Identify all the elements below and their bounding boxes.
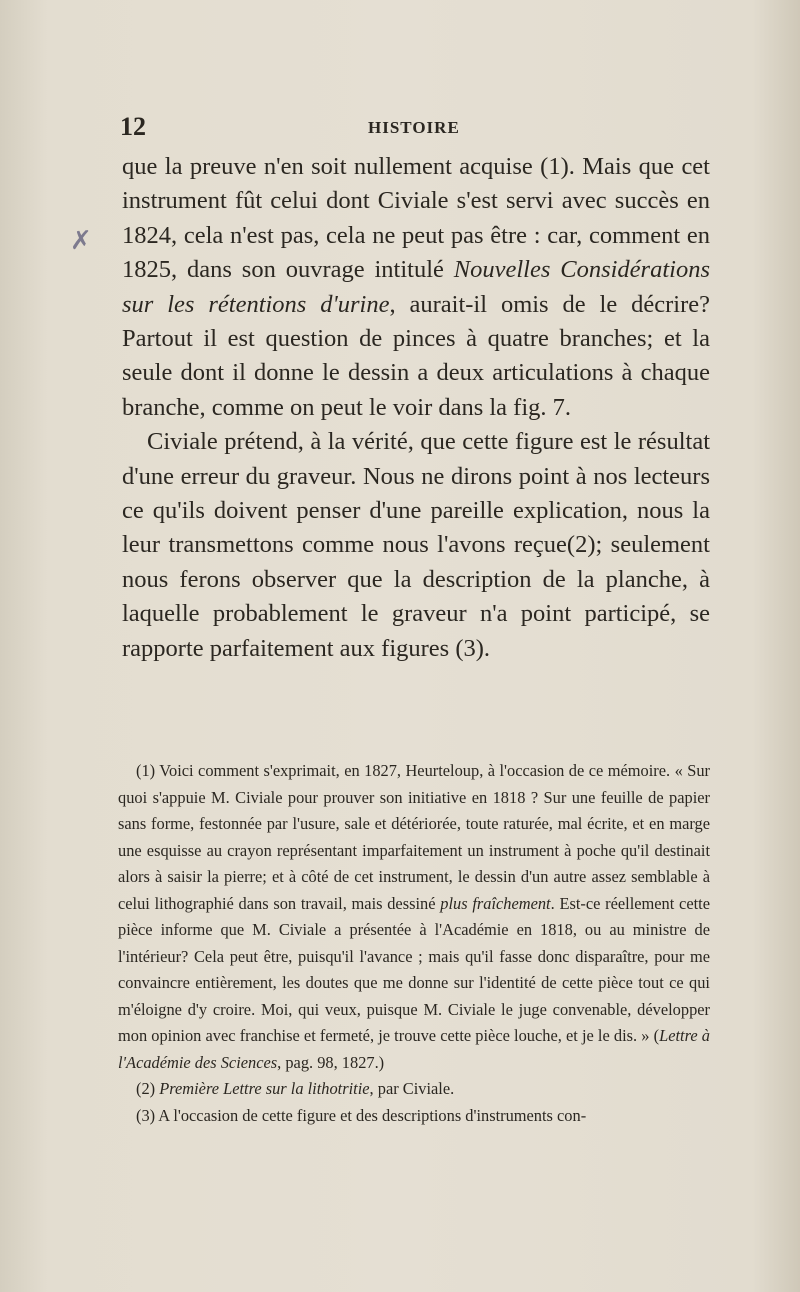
- footnote-2: [118, 1076, 710, 1103]
- page-number: 12: [120, 112, 146, 141]
- footnote-1-text-b: . Est-ce réellement cette pièce informe que M. Civiale a présentée à l'Académie en 1818, ou au ministre de l'intérieur? Cela peut être, puisqu'il l'avance ; mais qu'il fasse donc disparaître, pour me convaincre entièrement, les doutes que me donne sur l'identité de cette pièce tout ce qui m'éloigne d'y croire. Moi, qui veux, puisque M. Civiale le juge convenable, développer mon opinion avec franchise et fermeté, je trouve cette pièce louche, et je le dis. » (: [118, 893, 710, 1045]
- cited-work-title: Nouvelles Considérations sur les rétentions d'urine: [122, 256, 710, 318]
- footnote-1: [118, 758, 710, 1076]
- footnote-1-source: Lettre à l'Académie des Sciences: [118, 1026, 711, 1072]
- footnote-2-title: Première Lettre sur la lithotritie: [159, 1079, 370, 1098]
- footnote-2-text: , par Civiale.: [369, 1079, 455, 1098]
- main-text: [122, 150, 710, 666]
- paragraph-1: [122, 150, 710, 425]
- margin-cross-mark: ✗: [70, 226, 92, 256]
- paragraph-1-text-b: , aurait-il omis de le décrire? Partout il est question de pinces à quatre branches; et la seule dont il donne le dessin a deux articulations à chaque branche, comme on peut le voir dans la fig. 7.: [122, 290, 710, 421]
- footnotes: [118, 758, 710, 1129]
- paragraph-2: Civiale prétend, à la vérité, que cette figure est le résultat d'une erreur du graveur. Nous ne dirons point à nos lecteurs ce qu'ils doivent penser d'une pareille explication, nous la leur transmettons comme nous l'avons reçue(2); seulement nous ferons observer que la description de la planche, à laquelle probablement le graveur n'a point participé, se rapporte parfaitement aux figures (3).: [122, 428, 710, 662]
- paragraph-1-text-a: que la preuve n'en soit nullement acquise (1). Mais que cet instrument fût celui dont Civiale s'est servi avec succès en 1824, cela n'est pas, cela ne peut pas être : car, comment en 1825, dans son ouvrage intitulé: [122, 153, 710, 284]
- footnote-1-text-c: , pag. 98, 1827.): [277, 1052, 385, 1072]
- running-head: HISTOIRE: [368, 118, 460, 137]
- footnote-3: (3) A l'occasion de cette figure et des descriptions d'instruments con-: [136, 1105, 587, 1125]
- footnote-2-number: (2): [136, 1079, 160, 1098]
- page-header: [120, 112, 710, 142]
- footnote-1-text-a: (1) Voici comment s'exprimait, en 1827, Heurteloup, à l'occasion de ce mémoire. « Sur quoi s'appuie M. Civiale pour prouver son initiative en 1818 ? Sur une feuille de papier sans forme, festonnée par l'usure, sale et détériorée, toute raturée, mal écrite, et en marge une esquisse au crayon représentant imparfaitement un instrument à poche qu'il destinait alors à saisir la pierre; et à côté de cet instrument, le dessin d'un autre assez semblable à celui lithographié dans son travail, mais dessiné: [118, 761, 710, 913]
- footnote-1-emphasis: plus fraîchement: [440, 893, 551, 913]
